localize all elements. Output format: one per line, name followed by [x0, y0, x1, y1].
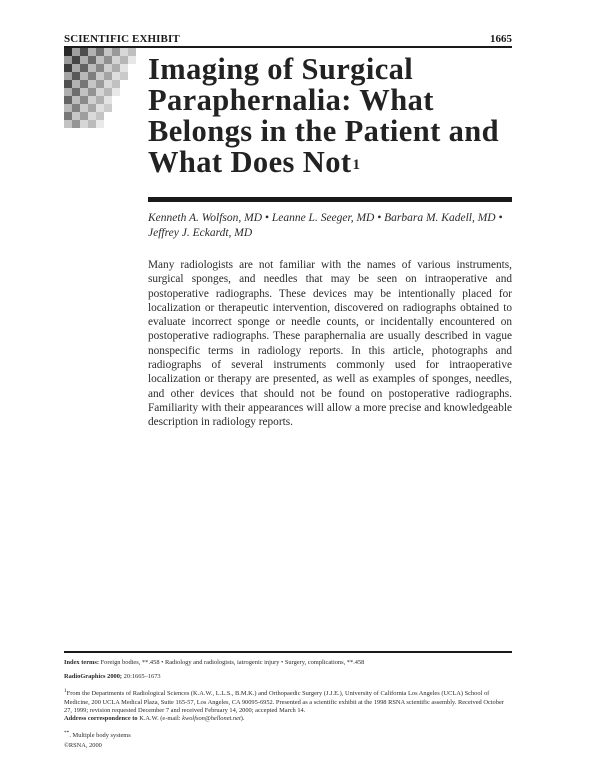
checker-square [80, 112, 88, 120]
checker-square [72, 56, 80, 64]
checker-square [72, 80, 80, 88]
address-end: ). [240, 715, 245, 723]
citation-label: RadioGraphics 2000; [64, 673, 123, 680]
checker-square [112, 64, 120, 72]
address-email: kwolfson@hellonet.net [182, 715, 241, 723]
checker-square [80, 80, 88, 88]
address-name: K.A.W. (e-mail: [139, 715, 181, 723]
checker-square [72, 88, 80, 96]
checker-square [96, 104, 104, 112]
systems-footnote [64, 729, 512, 741]
checker-square [104, 64, 112, 72]
checker-square [120, 48, 128, 56]
checker-square [64, 48, 72, 56]
checker-square [96, 72, 104, 80]
checker-square [64, 96, 72, 104]
checker-square [80, 72, 88, 80]
index-terms [64, 659, 512, 667]
checker-square [80, 96, 88, 104]
checker-square [80, 48, 88, 56]
title-text: Imaging of Surgical Paraphernalia: What Belongs in the Patient and What Does Not [148, 52, 500, 179]
affiliation-text: From the Departments of Radiological Sciences (K.A.W., L.L.S., B.M.K.) and Orthopaedic Surgery (J.J.E.), University of California Los Angeles (UCLA) School of Medicine, 200 UCLA Medical Plaza, Suite 165-57, Los Angeles, CA 90095-6952. Presented as a scientific exhibit at the 1998 RSNA scientific assembly. Received October 27, 1999; revision requested December 7 and received February 14, 2000; accepted March 14. [64, 690, 504, 714]
checker-square [104, 104, 112, 112]
author-list: Kenneth A. Wolfson, MD • Leanne L. Seeger, MD • Barbara M. Kadell, MD • Jeffrey J. Eckardt, MD [148, 212, 503, 239]
checker-square [80, 104, 88, 112]
checker-square [120, 72, 128, 80]
checker-square [112, 72, 120, 80]
checker-square [88, 112, 96, 120]
checker-square [88, 72, 96, 80]
checker-square [72, 112, 80, 120]
checker-square [64, 88, 72, 96]
footer-rule [64, 651, 512, 653]
checker-square [96, 48, 104, 56]
decorative-checker-block [64, 48, 136, 128]
checker-square [72, 48, 80, 56]
section-label: SCIENTIFIC EXHIBIT [64, 33, 180, 45]
address-label: Address correspondence to [64, 715, 138, 723]
checker-square [120, 56, 128, 64]
checker-square [64, 72, 72, 80]
checker-square [104, 56, 112, 64]
checker-square [96, 96, 104, 104]
page-number: 1665 [490, 33, 512, 45]
copyright: ©RSNA, 2000 [64, 742, 102, 749]
checker-square [72, 64, 80, 72]
checker-square [112, 48, 120, 56]
checker-square [88, 48, 96, 56]
checker-square [88, 104, 96, 112]
checker-square [80, 88, 88, 96]
checker-square [104, 96, 112, 104]
checker-square [64, 104, 72, 112]
checker-square [104, 80, 112, 88]
checker-square [88, 96, 96, 104]
systems-text: . Multiple body systems [69, 732, 131, 740]
checker-square [112, 80, 120, 88]
checker-square [112, 88, 120, 96]
checker-square [64, 80, 72, 88]
index-terms-label: Index terms: [64, 659, 99, 666]
checker-square [112, 56, 120, 64]
checker-square [72, 104, 80, 112]
checker-square [88, 120, 96, 128]
checker-square [64, 56, 72, 64]
checker-square [104, 48, 112, 56]
checker-square [88, 64, 96, 72]
checker-square [96, 88, 104, 96]
affiliation-footnote [64, 687, 512, 724]
checker-square [120, 64, 128, 72]
checker-square [104, 88, 112, 96]
checker-square [96, 64, 104, 72]
checker-square [96, 120, 104, 128]
title-footnote-marker: 1 [352, 157, 361, 173]
checker-square [80, 56, 88, 64]
checker-square [80, 120, 88, 128]
checker-square [96, 112, 104, 120]
checker-square [128, 56, 136, 64]
abstract: Many radiologists are not familiar with the names of various instruments, surgical sponges, and needles that may be seen on intraoperative and postoperative radiographs. These devices may be intentionally placed for localization or therapeutic intervention, discovered on radiographs obtained to evaluate incorrect sponge or needle counts, or incidentally encountered on postoperative radiographs. These paraphernalia are usually described in vague nonspecific terms in radiology reports. In this article, photographs and radiographs of several instruments commonly used for intraoperative localization or therapy are presented, as well as examples of sponges, needles, and other devices that should not be found on postoperative radiographs. Familiarity with their appearances will allow a more precise and knowledgeable description in radiology reports. [148, 259, 512, 429]
citation [64, 673, 512, 681]
affiliation-marker: 1 [64, 688, 67, 694]
index-terms-text: Foreign bodies, **.458 • Radiology and radiologists, iatrogenic injury • Surgery, complications, **.458 [100, 659, 365, 666]
checker-square [72, 120, 80, 128]
checker-square [88, 88, 96, 96]
checker-square [64, 120, 72, 128]
article-title [148, 54, 518, 178]
checker-square [80, 64, 88, 72]
checker-square [128, 48, 136, 56]
checker-square [96, 80, 104, 88]
checker-square [72, 96, 80, 104]
checker-square [72, 72, 80, 80]
citation-text: 20:1665–1673 [123, 673, 161, 680]
checker-square [96, 56, 104, 64]
checker-square [88, 80, 96, 88]
systems-marker: ** [64, 730, 70, 736]
checker-square [64, 112, 72, 120]
title-rule [148, 197, 512, 202]
checker-square [64, 64, 72, 72]
checker-square [104, 72, 112, 80]
checker-square [88, 56, 96, 64]
